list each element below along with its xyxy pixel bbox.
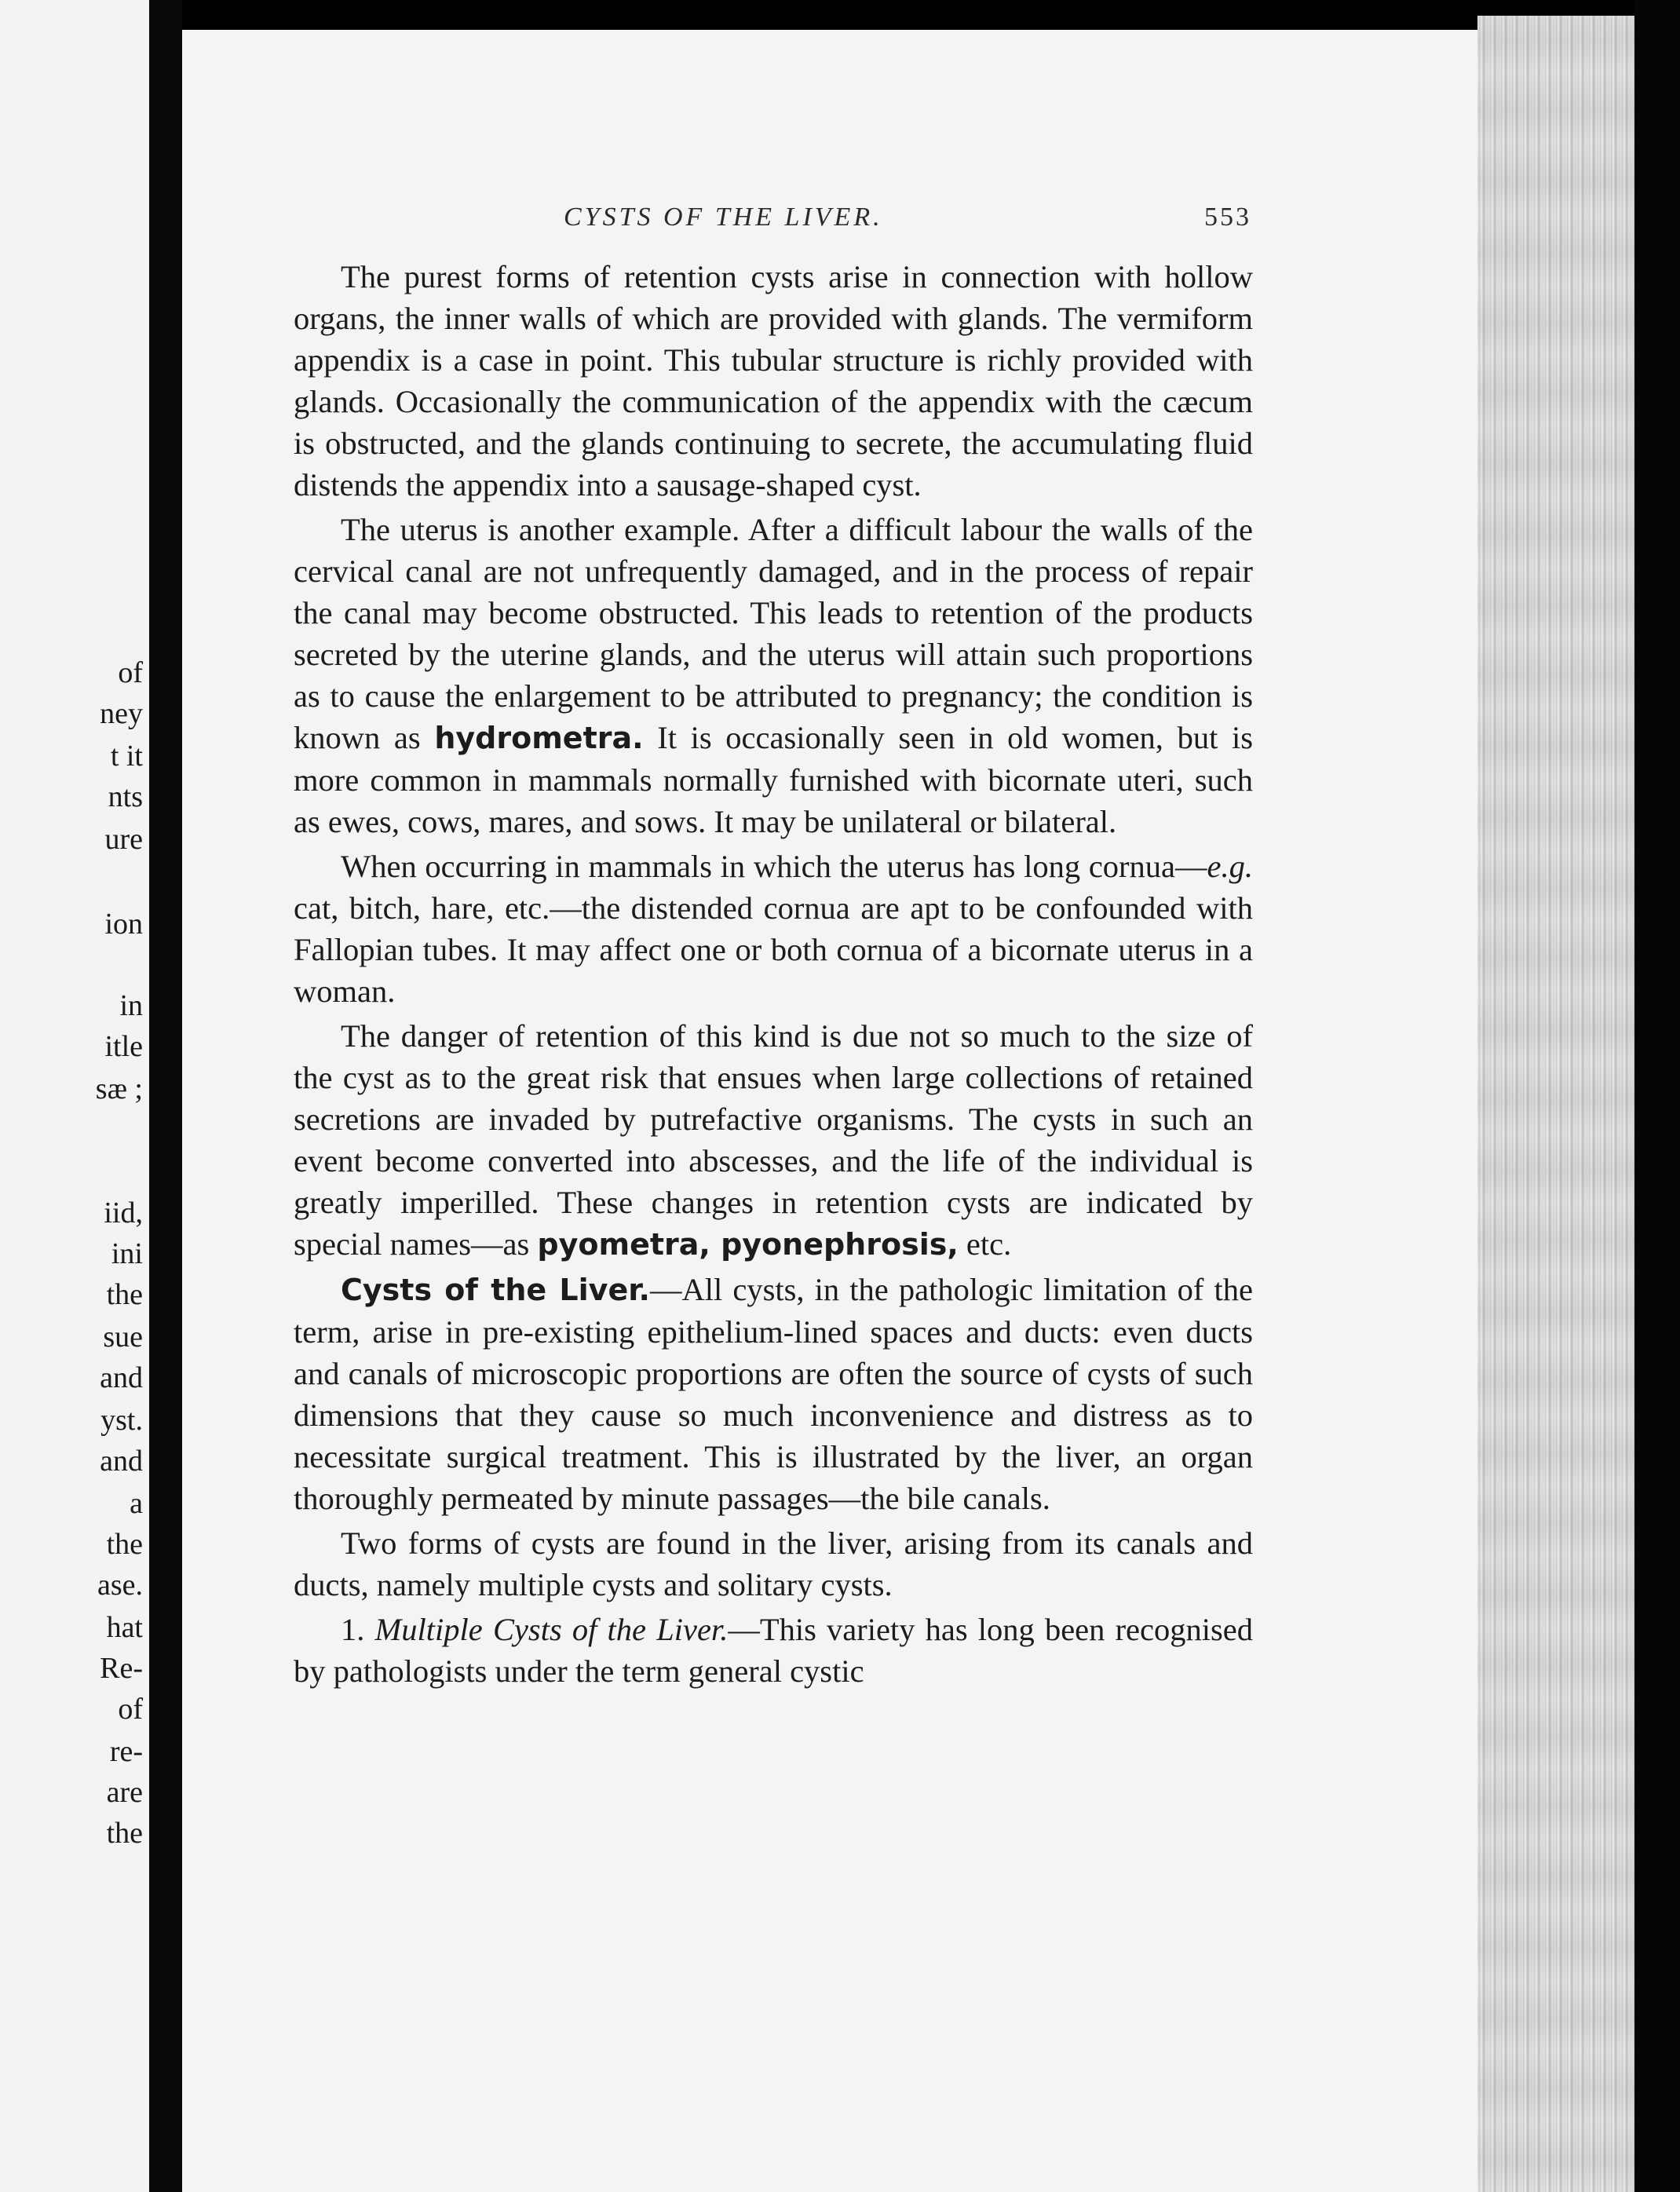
left-facing-page [0, 0, 149, 2192]
left-page-fragment: re- [109, 1735, 143, 1768]
left-page-fragment: Re- [100, 1652, 143, 1685]
left-page-fragment: ion [104, 908, 143, 941]
left-page-fragment: the [106, 1817, 143, 1850]
left-page-fragment: and [100, 1445, 143, 1478]
left-page-fragment: iid, [104, 1196, 143, 1229]
left-page-fragment: hat [106, 1611, 143, 1644]
left-page-fragment: itle [104, 1030, 143, 1063]
page-edge-stack [1477, 16, 1634, 2192]
left-page-fragment: ini [111, 1237, 143, 1270]
paragraph-text: The danger of retention of this kind is due not so much to the size of the cyst as to the great risk that ensues when large collections of retained secretions are invaded by putrefactive organisms. The cysts in such an event become converted into abscesses, and the life of the individual is greatly imperilled. These changes in retention cysts are indicated by special names—as [294, 1018, 1253, 1262]
left-page-fragment: t it [110, 740, 143, 773]
running-head [182, 203, 1477, 250]
left-page-fragment: nts [108, 780, 143, 813]
term-pyometra: pyometra, pyonephrosis, [537, 1227, 959, 1262]
paragraph-text: cat, bitch, hare, etc.—the distended cornua are apt to be confounded with Fallopian tubes. It may affect one or both cornua of a bicornate uterus in a woman. [294, 890, 1253, 1009]
left-page-fragment: are [106, 1776, 143, 1809]
left-page-fragment: sue [103, 1321, 143, 1354]
paragraph-uterus [294, 509, 1253, 842]
section-heading: Cysts of the Liver. [341, 1273, 650, 1307]
paragraph-multiple-cysts [294, 1609, 1253, 1692]
paragraph-text: —This variety has long been recognised by pathologists under the term general cystic [294, 1612, 1253, 1689]
left-page-fragment: the [106, 1528, 143, 1561]
paragraph-text: etc. [966, 1226, 1012, 1262]
left-page-fragment: of [118, 1693, 143, 1726]
left-page-fragment: ure [104, 823, 143, 856]
paragraph-cornua [294, 846, 1253, 1012]
paragraph-text: When occurring in mammals in which the uterus has long cornua— [341, 849, 1207, 884]
main-page [182, 30, 1477, 2192]
left-page-fragment: of [118, 656, 143, 689]
paragraph-text: The uterus is another example. After a difficult labour the walls of the cervical canal are not unfrequently damaged, and in the process of repair the canal may become obstructed. This leads to retention of the products secreted by the uterine glands, and the uterus will attain such proportions as to cause the enlargement to be attributed to pregnancy; the condition is known as [294, 512, 1253, 755]
paragraph-cysts-of-liver [294, 1269, 1253, 1519]
running-title: CYSTS OF THE LIVER. [564, 203, 883, 232]
term-hydrometra: hydrometra. [434, 721, 644, 755]
left-page-fragment: the [106, 1278, 143, 1311]
abbrev-eg: e.g. [1207, 849, 1253, 884]
scan-border [1634, 0, 1680, 2192]
paragraph-text: —All cysts, in the pathologic limitation of the term, arise in pre-existing epithelium-lined spaces and ducts: even ducts and canals of microscopic proportions are often the source of cysts of such dimensions that they cause so much inconvenience and distress as to necessitate surgical treatment. This is illustrated by the liver, an organ thoroughly permeated by minute passages—the bile canals. [294, 1272, 1253, 1516]
paragraph-appendix: The purest forms of retention cysts arise in connection with hollow organs, the inner walls of which are provided with glands. The vermiform appendix is a case in point. This tubular structure is richly provided with glands. Occasionally the communication of the appendix with the cæcum is obstructed, and the glands continuing to secrete, the accumulating fluid distends the appendix into a sausage-shaped cyst. [294, 259, 1253, 502]
left-page-fragment: and [100, 1361, 143, 1394]
paragraph-danger [294, 1015, 1253, 1266]
left-page-fragment: in [119, 989, 143, 1022]
paragraph-text: It is occasionally seen in old women, but is more common in mammals normally furnished with bicornate uteri, such as ewes, cows, mares, and sows. It may be unilateral or bilateral. [294, 720, 1254, 839]
book-gutter [149, 0, 182, 2192]
paragraph-two-forms: Two forms of cysts are found in the liver, arising from its canals and ducts, namely multiple cysts and solitary cysts. [294, 1525, 1253, 1602]
left-page-fragment: a [130, 1487, 143, 1520]
left-page-fragment: sæ ; [95, 1072, 143, 1105]
left-page-fragment: ase. [97, 1569, 143, 1602]
left-page-fragment: ney [100, 697, 143, 730]
body-text [294, 256, 1253, 1692]
subsection-heading: Multiple Cysts of the Liver. [374, 1612, 729, 1647]
item-number: 1. [341, 1612, 365, 1647]
page-number: 553 [1204, 203, 1251, 232]
left-page-fragment: yst. [100, 1404, 143, 1437]
